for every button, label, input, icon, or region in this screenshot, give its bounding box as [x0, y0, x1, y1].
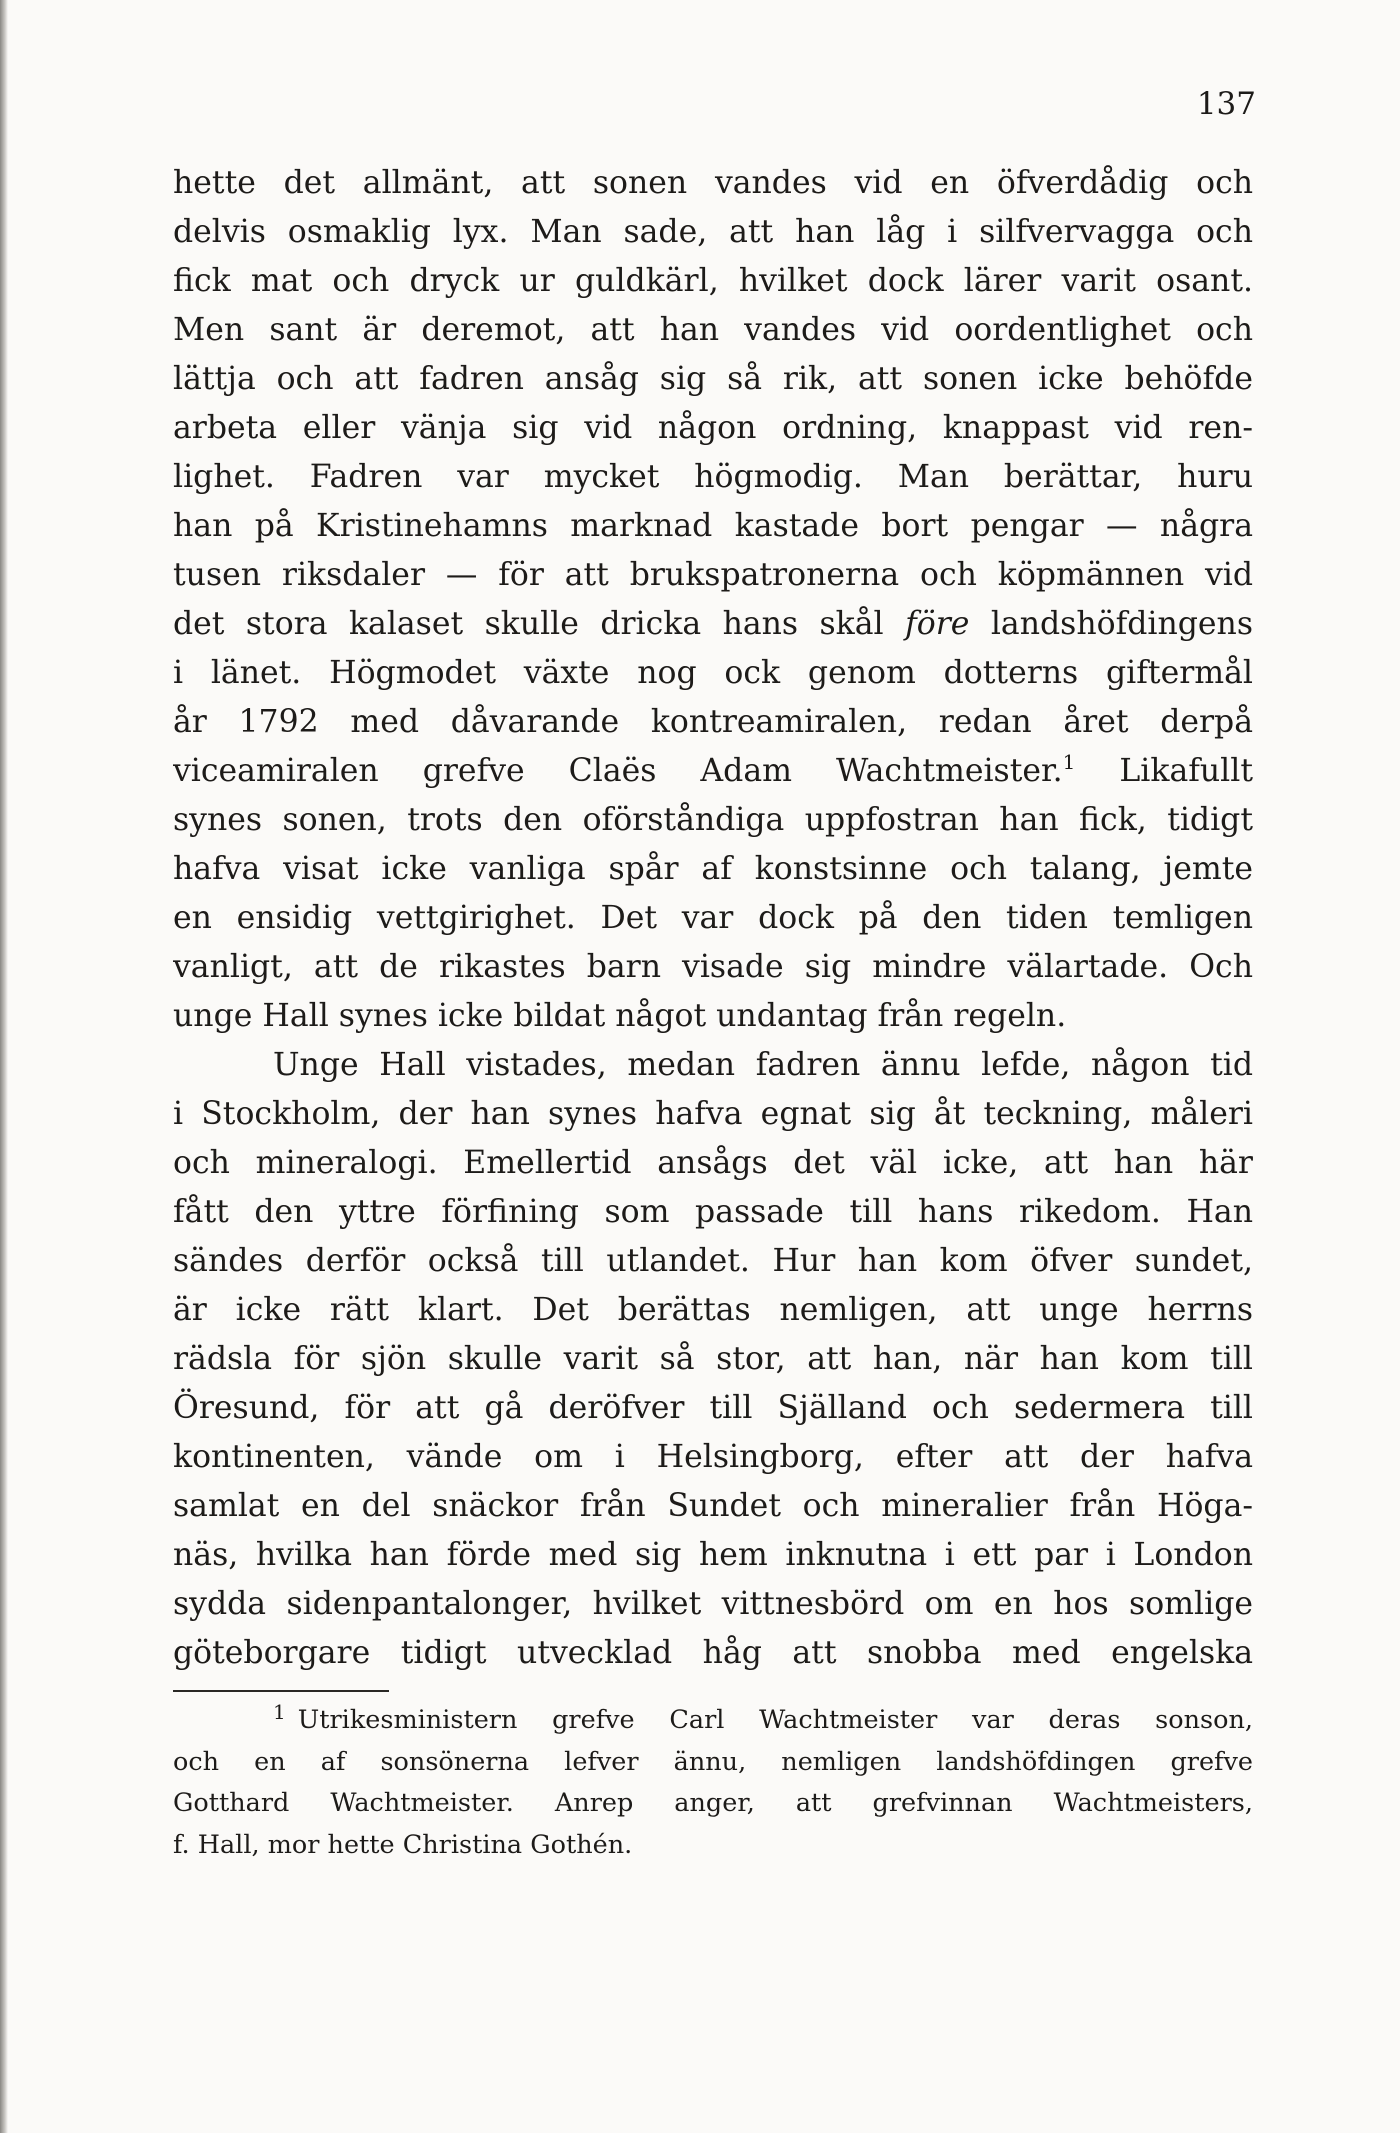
- text-line: han på Kristinehamns marknad kastade bort pengar — några: [173, 508, 1253, 544]
- text-line: rädsla för sjön skulle varit så stor, att han, när han kom till: [173, 1341, 1253, 1377]
- text-line-with-footnote-ref: [173, 747, 1253, 796]
- paragraph-first-line: Unge Hall vistades, medan fadren ännu lefde, någon tid: [273, 1047, 1253, 1083]
- text-line: näs, hvilka han förde med sig hem inknutna i ett par i London: [173, 1537, 1253, 1573]
- text-segment: viceamiralen grefve Claës Adam Wachtmeister.: [173, 753, 1063, 789]
- text-line: tusen riksdaler — för att brukspatronerna och köpmännen vid: [173, 557, 1253, 593]
- text-line: arbeta eller vänja sig vid någon ordning, knappast vid ren-: [173, 410, 1253, 446]
- text-line: i Stockholm, der han synes hafva egnat sig åt teckning, måleri: [173, 1096, 1253, 1132]
- text-line: en ensidig vettgirighet. Det var dock på den tiden temligen: [173, 900, 1253, 936]
- text-line: sydda sidenpantalonger, hvilket vittnesbörd om en hos somlige: [173, 1586, 1253, 1622]
- footnote-first-line: [173, 1700, 1253, 1742]
- body-text: [173, 159, 1253, 1678]
- text-segment: det stora kalaset skulle dricka hans skål: [173, 606, 884, 642]
- text-line: är icke rätt klart. Det berättas nemligen, att unge herrns: [173, 1292, 1253, 1328]
- text-line: delvis osmaklig lyx. Man sade, att han låg i silfvervagga och: [173, 214, 1253, 250]
- text-line: i länet. Högmodet växte nog ock genom dotterns giftermål: [173, 655, 1253, 691]
- text-line: Öresund, för att gå deröfver till Själland och sedermera till: [173, 1390, 1253, 1426]
- footnote-divider: [173, 1690, 389, 1692]
- text-line: lättja och att fadren ansåg sig så rik, att sonen icke behöfde: [173, 361, 1253, 397]
- text-line: kontinenten, vände om i Helsingborg, efter att der hafva: [173, 1439, 1253, 1475]
- text-line: år 1792 med dåvarande kontreamiralen, redan året derpå: [173, 704, 1253, 740]
- text-line: fått den yttre förfining som passade till hans rikedom. Han: [173, 1194, 1253, 1230]
- footnote-mark: 1: [273, 1700, 286, 1724]
- footnote-text: Utrikesministern grefve Carl Wachtmeister var deras sonson,: [297, 1705, 1253, 1735]
- footnote-reference: 1: [1062, 750, 1076, 774]
- text-line: fick mat och dryck ur guldkärl, hvilket dock lärer varit osant.: [173, 263, 1253, 299]
- text-line: hette det allmänt, att sonen vandes vid en öfverdådig och: [173, 165, 1253, 201]
- text-segment: Likafullt: [1119, 753, 1253, 789]
- page-number: 137: [1196, 86, 1256, 122]
- text-line-with-emphasis: [173, 600, 1253, 649]
- text-line: lighet. Fadren var mycket högmodig. Man berättar, huru: [173, 459, 1253, 495]
- text-line: Men sant är deremot, att han vandes vid oordentlighet och: [173, 312, 1253, 348]
- text-line: synes sonen, trots den oförståndiga uppfostran han fick, tidigt: [173, 802, 1253, 838]
- text-line: vanligt, att de rikastes barn visade sig mindre välartade. Och: [173, 949, 1253, 985]
- text-line: hafva visat icke vanliga spår af konstsinne och talang, jemte: [173, 851, 1253, 887]
- text-line: göteborgare tidigt utvecklad håg att snobba med engelska: [173, 1635, 1253, 1671]
- footnote-line: f. Hall, mor hette Christina Gothén.: [173, 1829, 633, 1860]
- book-spine-shadow: [0, 0, 8, 2133]
- footnote-line: och en af sonsönerna lefver ännu, nemligen landshöfdingen grefve: [173, 1746, 1253, 1777]
- text-line: sändes derför också till utlandet. Hur han kom öfver sundet,: [173, 1243, 1253, 1279]
- footnote-line: Gotthard Wachtmeister. Anrep anger, att grefvinnan Wachtmeisters,: [173, 1788, 1253, 1818]
- emphasized-word: före: [905, 606, 970, 642]
- text-line: samlat en del snäckor från Sundet och mineralier från Höga-: [173, 1488, 1253, 1524]
- text-line: unge Hall synes icke bildat något undantag från regeln.: [173, 998, 1067, 1034]
- text-segment: landshöfdingens: [990, 606, 1253, 642]
- text-line: och mineralogi. Emellertid ansågs det väl icke, att han här: [173, 1145, 1253, 1181]
- footnote: [173, 1700, 1253, 1866]
